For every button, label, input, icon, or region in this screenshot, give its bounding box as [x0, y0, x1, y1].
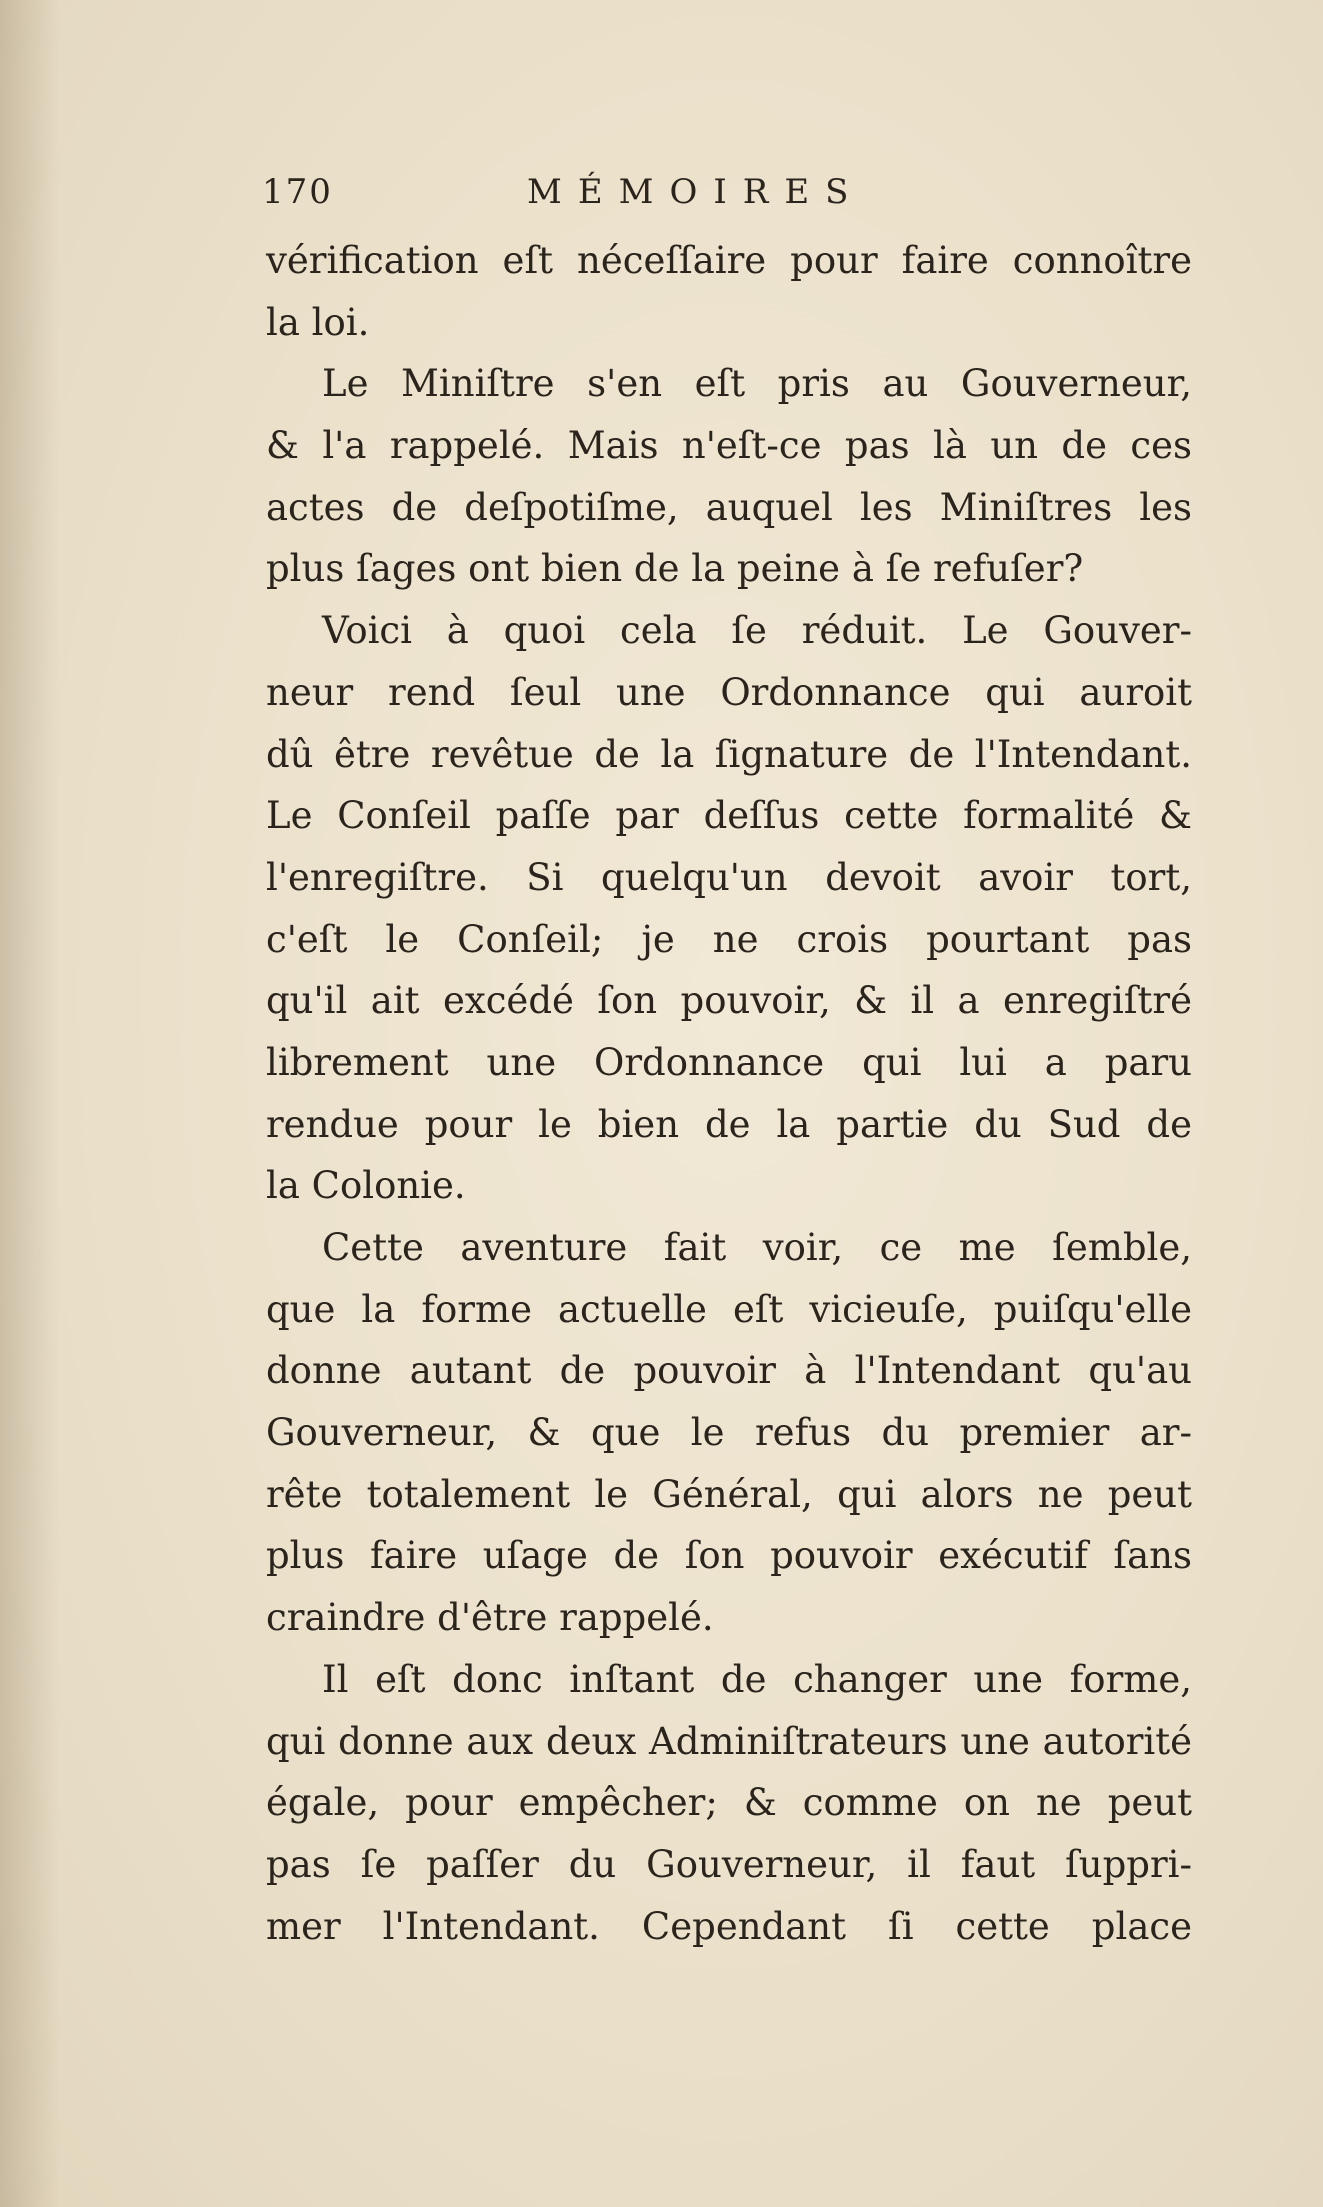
text-line: dû être revêtue de la ſignature de l'Intendant.: [266, 732, 1192, 776]
text-line: pas ſe paſſer du Gouverneur, il faut ſuppri-: [266, 1842, 1192, 1886]
text-line: librement une Ordonnance qui lui a paru: [266, 1040, 1192, 1084]
text-line: actes de deſpotiſme, auquel les Miniſtres les: [266, 485, 1192, 529]
text-line: rendue pour le bien de la partie du Sud de: [266, 1102, 1192, 1146]
body-text: [266, 230, 1192, 1957]
text-line: la Colonie.: [266, 1164, 466, 1208]
text-line: l'enregiſtre. Si quelqu'un devoit avoir tort,: [266, 855, 1192, 899]
running-title: MÉMOIRES: [527, 172, 865, 212]
text-line: Le Conſeil paſſe par deſſus cette formalité &: [266, 794, 1192, 838]
text-line: donne autant de pouvoir à l'Intendant qu'au: [266, 1349, 1192, 1393]
text-line: qui donne aux deux Adminiſtrateurs une autorité: [266, 1719, 1192, 1763]
spine-shadow: [0, 0, 60, 2207]
text-line: c'eſt le Conſeil; je ne crois pourtant pas: [266, 917, 1192, 961]
text-line: mer l'Intendant. Cependant ſi cette place: [266, 1904, 1192, 1948]
running-header: [262, 172, 912, 232]
text-line: rête totalement le Général, qui alors ne peut: [266, 1472, 1192, 1516]
text-line: plus faire uſage de ſon pouvoir exécutif ſans: [266, 1534, 1192, 1578]
text-line: Cette aventure fait voir, ce me ſemble,: [322, 1226, 1192, 1269]
text-line: que la forme actuelle eſt vicieuſe, puiſqu'elle: [266, 1287, 1192, 1331]
text-line: Il eſt donc inſtant de changer une forme,: [322, 1657, 1192, 1701]
text-line: Gouverneur, & que le refus du premier ar-: [266, 1411, 1192, 1455]
text-line: vérification eſt néceſſaire pour faire connoître: [266, 239, 1192, 282]
text-line: Le Miniſtre s'en eſt pris au Gouverneur,: [322, 362, 1192, 406]
page-number: 170: [262, 172, 333, 212]
text-line: craindre d'être rappelé.: [266, 1596, 714, 1640]
text-line: Voici à quoi cela ſe réduit. Le Gouver-: [322, 609, 1192, 653]
text-line: la loi.: [266, 300, 370, 344]
text-line: neur rend ſeul une Ordonnance qui auroit: [266, 670, 1192, 714]
text-line: plus ſages ont bien de la peine à ſe refuſer?: [266, 547, 1084, 591]
text-line: & l'a rappelé. Mais n'eſt-ce pas là un de ces: [266, 424, 1192, 468]
text-line: égale, pour empêcher; & comme on ne peut: [266, 1781, 1192, 1825]
text-line: qu'il ait excédé ſon pouvoir, & il a enregiſtré: [266, 979, 1192, 1023]
